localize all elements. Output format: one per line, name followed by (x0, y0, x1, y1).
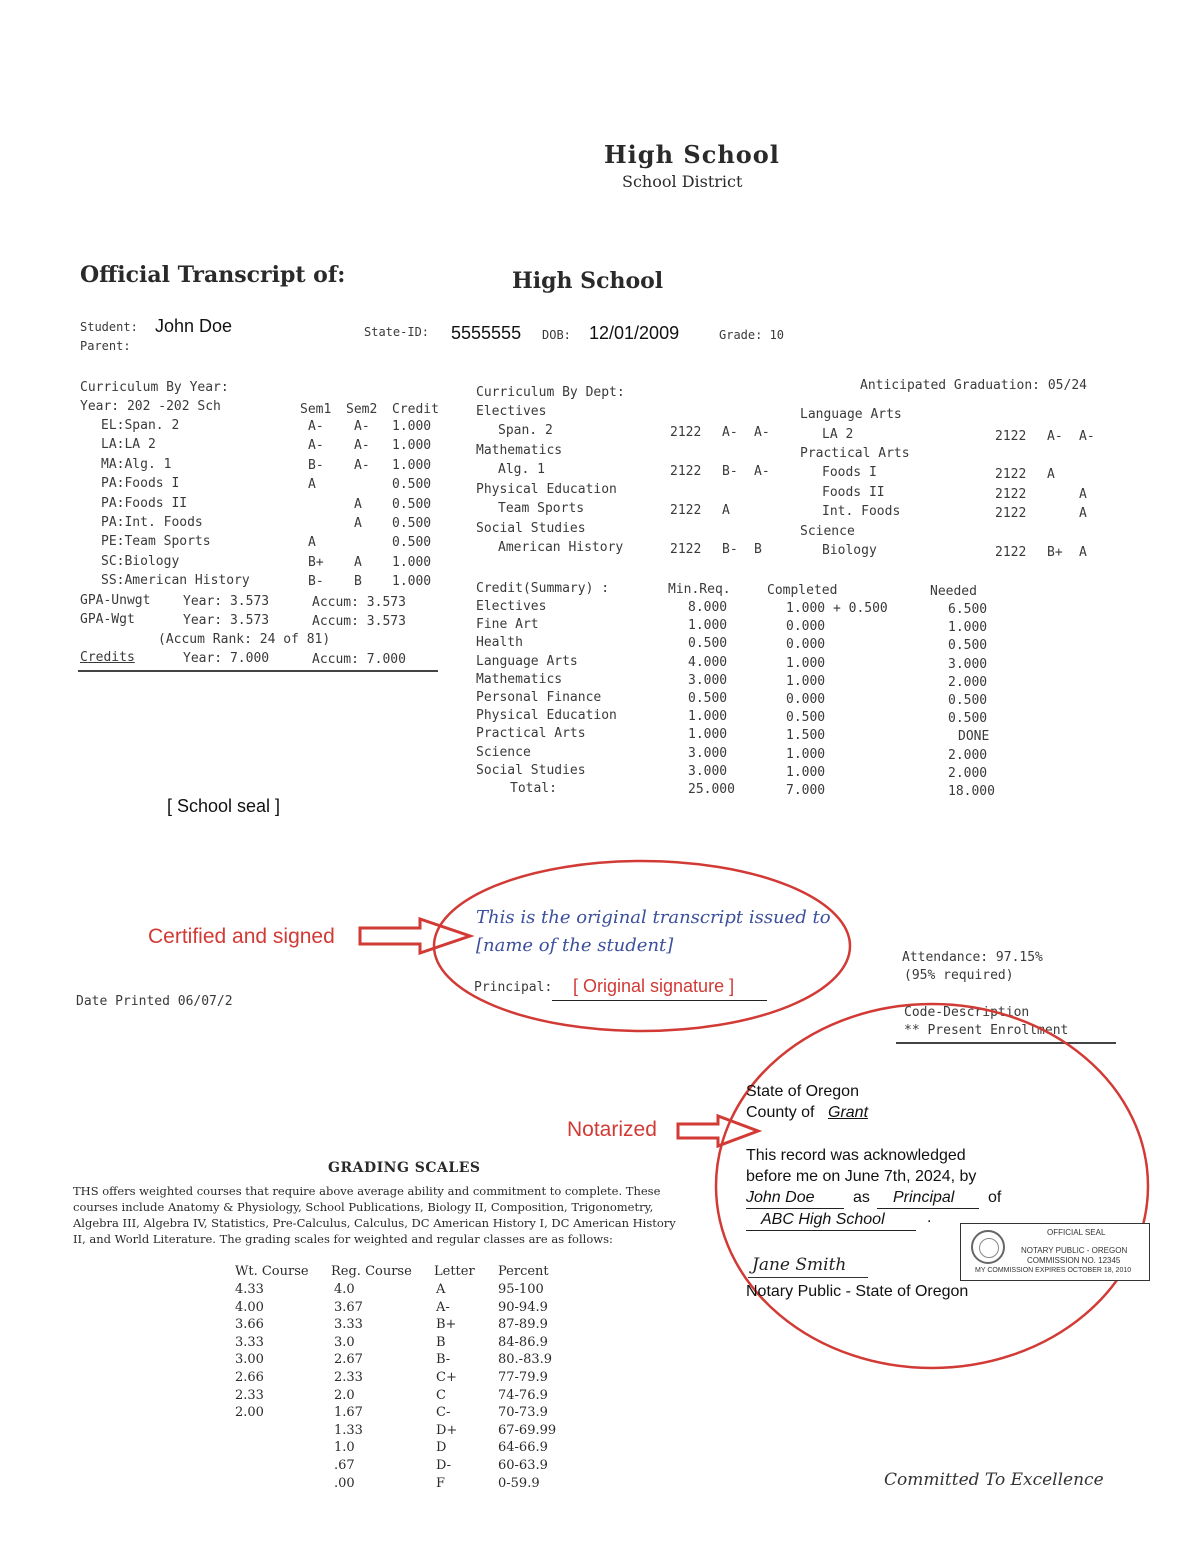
summary-needed: 2.000 (948, 765, 988, 781)
scale-percent: 87-89.9 (498, 1317, 548, 1333)
signer-name-line (746, 1208, 844, 1209)
scale-percent: 64-66.9 (498, 1440, 548, 1456)
summary-completed: 1.000 + 0.500 (786, 601, 888, 616)
grading-desc-line1: THS offers weighted courses that require above average ability and commitment to complete. These (73, 1184, 661, 1198)
practical-arts-course: Int. Foods (822, 504, 901, 519)
summary-completed: 1.000 (786, 764, 826, 780)
seal-heading: OFFICIAL SEAL (1047, 1228, 1106, 1237)
summary-area: Fine Art (476, 617, 539, 633)
present-enrollment: ** Present Enrollment (904, 1023, 1069, 1038)
transcript-school: High School (512, 268, 664, 294)
summary-completed: 0.000 (786, 637, 826, 653)
notary-signature-line (748, 1277, 868, 1278)
gpa-wgt-label: GPA-Wgt (80, 612, 135, 627)
dept-grade-2: A- (754, 464, 770, 479)
summary-area: Electives (476, 599, 547, 614)
summary-min-req: 8.000 (688, 600, 728, 615)
summary-completed: 0.000 (786, 619, 826, 635)
notary-period: . (927, 1209, 932, 1226)
scale-letter: B (436, 1334, 446, 1350)
sem2-grade: A- (354, 457, 370, 473)
notary-state: State of Oregon (746, 1083, 859, 1100)
summary-completed: 0.500 (786, 710, 826, 726)
department-name: Electives (476, 404, 547, 419)
scale-regular: .00 (334, 1475, 355, 1491)
summary-min-req: 0.500 (688, 691, 728, 706)
summary-total-label: Total: (510, 781, 557, 796)
dept-grade-1: A- (722, 425, 738, 440)
state-id-value: 5555555 (451, 323, 522, 343)
notary-ack-line1: This record was acknowledged (746, 1147, 966, 1164)
course-name: PA:Foods II (101, 495, 188, 511)
summary-completed: 7.000 (786, 783, 826, 798)
sem1-grade: A- (308, 419, 324, 434)
year-column-header: Year: 202 -202 Sch (80, 399, 221, 414)
scale-percent: 0-59.9 (498, 1475, 540, 1491)
scale-letter: D (436, 1440, 447, 1456)
scale-weighted: 4.00 (235, 1299, 264, 1315)
seal-emblem-icon (971, 1230, 1005, 1264)
code-description: Code-Description (904, 1005, 1030, 1020)
gpa-wgt-year: Year: 3.573 (183, 613, 270, 628)
scale-regular: .67 (334, 1458, 355, 1473)
scale-header-percent: Percent (498, 1264, 549, 1279)
anticipated-graduation: Anticipated Graduation: 05/24 (860, 378, 1087, 393)
summary-min-req: 1.000 (688, 618, 728, 634)
scale-regular: 2.33 (334, 1370, 363, 1385)
school-motto: Committed To Excellence (884, 1470, 1104, 1490)
summary-header-needed: Needed (930, 584, 977, 599)
scale-weighted: 3.33 (235, 1334, 264, 1350)
summary-header-area: Credit(Summary) : (476, 581, 610, 596)
summary-min-req: 1.000 (688, 727, 728, 743)
course-la2-grade2: A- (1079, 429, 1095, 444)
notarized-callout: Notarized (567, 1118, 657, 1141)
summary-needed: 0.500 (948, 711, 988, 727)
summary-completed: 1.000 (786, 655, 826, 671)
summary-area: Practical Arts (476, 726, 586, 742)
dept-language-arts: Language Arts (800, 407, 902, 422)
dept-grade-1: B- (722, 542, 738, 557)
course-name: SC:Biology (101, 553, 180, 569)
course-credit: 0.500 (392, 477, 432, 493)
scale-percent: 70-73.9 (498, 1405, 548, 1421)
summary-min-req: 3.000 (688, 672, 728, 688)
gpa-unwgt-accum: Accum: 3.573 (312, 595, 406, 610)
certification-statement-line2: [name of the student] (476, 935, 674, 956)
dept-course-year: 2122 (670, 464, 702, 479)
dob-label: DOB: (542, 328, 571, 342)
sem2-column-header: Sem2 (346, 402, 378, 417)
course-credit: 0.500 (392, 516, 432, 531)
sem1-grade: A- (308, 438, 324, 454)
gpa-unwgt-year: Year: 3.573 (183, 594, 270, 609)
scale-letter: F (436, 1475, 446, 1491)
course-credit: 0.500 (392, 535, 432, 551)
certification-statement-line1: This is the original transcript issued to (476, 907, 831, 928)
summary-area: Social Studies (476, 762, 586, 778)
summary-min-req: 1.000 (688, 709, 728, 725)
certified-callout: Certified and signed (148, 925, 335, 948)
practical-arts-year: 2122 (995, 506, 1027, 521)
summary-min-req: 3.000 (688, 763, 728, 779)
credits-year: Year: 7.000 (183, 651, 270, 666)
summary-area: Physical Education (476, 708, 617, 724)
department-name: Physical Education (476, 482, 617, 497)
dept-grade-1: B- (722, 464, 738, 479)
scale-percent: 60-63.9 (498, 1458, 548, 1473)
summary-needed: 2.000 (948, 747, 988, 763)
scale-letter: D+ (436, 1422, 458, 1438)
notary-signer-title: Principal (893, 1189, 955, 1206)
course-la2: LA 2 (822, 427, 854, 442)
dept-course-year: 2122 (670, 425, 702, 440)
dept-course-name: Team Sports (498, 501, 585, 516)
dept-course-name: American History (498, 540, 624, 555)
notary-signer-name: John Doe (746, 1189, 815, 1206)
scale-regular: 3.0 (334, 1334, 355, 1350)
course-name: PA:Foods I (101, 476, 180, 492)
district-name: School District (622, 172, 743, 191)
notary-school: ABC High School (761, 1211, 885, 1228)
scale-weighted: 2.00 (235, 1405, 264, 1421)
scale-weighted: 3.66 (235, 1317, 264, 1333)
scale-letter: C+ (436, 1370, 457, 1385)
dept-course-year: 2122 (670, 503, 702, 518)
summary-area: Health (476, 635, 523, 651)
summary-area: Personal Finance (476, 690, 602, 705)
curriculum-by-dept-heading: Curriculum By Dept: (476, 385, 625, 400)
dept-practical-arts: Practical Arts (800, 446, 910, 461)
grading-desc-line2: courses include Anatomy & Physiology, School Publications, Biology II, Composition, Trigonometry, (73, 1200, 654, 1214)
summary-completed: 0.000 (786, 692, 826, 707)
summary-min-req: 25.000 (688, 782, 735, 797)
notary-county: Grant (828, 1104, 869, 1121)
practical-arts-grade-1: A (1047, 467, 1055, 482)
dept-course-name: Span. 2 (498, 423, 553, 438)
practical-arts-course: Foods II (822, 484, 885, 500)
summary-needed: 2.000 (948, 674, 988, 690)
grading-desc-line3: Algebra III, Algebra IV, Statistics, Pre-Calculus, Calculus, DC American History I, DC American History (73, 1216, 676, 1230)
scale-header-wt: Wt. Course (235, 1264, 309, 1279)
summary-completed: 1.000 (786, 673, 826, 689)
sem1-grade: B+ (308, 554, 324, 570)
scale-percent: 74-76.9 (498, 1387, 548, 1403)
scale-percent: 90-94.9 (498, 1299, 548, 1315)
practical-arts-course: Foods I (822, 465, 877, 480)
summary-needed: 0.500 (948, 638, 988, 654)
summary-needed: 0.500 (948, 693, 988, 708)
course-name: LA:LA 2 (101, 437, 156, 453)
scale-regular: 2.0 (334, 1387, 355, 1403)
course-name: PE:Team Sports (101, 534, 211, 550)
summary-min-req: 0.500 (688, 636, 728, 652)
grading-desc-line4: II, and World Literature. The grading scales for weighted and regular classes are as follows: (73, 1232, 613, 1246)
attendance: Attendance: 97.15% (902, 950, 1043, 965)
scale-percent: 77-79.9 (498, 1370, 548, 1385)
seal-line2: COMMISSION NO. 12345 (1027, 1256, 1121, 1265)
summary-area: Science (476, 744, 531, 760)
summary-needed: DONE (958, 729, 990, 745)
attendance-required: (95% required) (904, 968, 1014, 983)
dept-course-name: Alg. 1 (498, 462, 545, 477)
scale-regular: 3.33 (334, 1317, 363, 1333)
dept-grade-2: A- (754, 425, 770, 440)
scale-header-reg: Reg. Course (331, 1264, 412, 1279)
practical-arts-grade-2: A (1079, 506, 1087, 521)
notary-public-title: Notary Public - State of Oregon (746, 1283, 969, 1300)
summary-completed: 1.000 (786, 746, 826, 762)
course-biology: Biology (822, 543, 877, 558)
course-credit: 1.000 (392, 554, 432, 570)
practical-arts-year: 2122 (995, 486, 1027, 502)
summary-header-min: Min.Req. (668, 582, 731, 597)
course-biology-year: 2122 (995, 545, 1027, 560)
scale-weighted: 3.00 (235, 1352, 264, 1368)
summary-completed: 1.500 (786, 728, 826, 744)
dept-grade-1: A (722, 503, 730, 518)
scale-weighted: 2.66 (235, 1370, 264, 1385)
course-name: PA:Int. Foods (101, 515, 203, 530)
accum-rank: (Accum Rank: 24 of 81) (158, 632, 331, 647)
summary-needed: 6.500 (948, 602, 988, 617)
dept-science: Science (800, 524, 855, 539)
gpa-wgt-accum: Accum: 3.573 (312, 614, 406, 629)
scale-percent: 67-69.99 (498, 1422, 557, 1438)
scale-letter: B+ (436, 1317, 457, 1333)
notary-of: of (988, 1189, 1002, 1206)
course-name: SS:American History (101, 573, 250, 589)
scale-letter: C (436, 1387, 446, 1403)
course-name: MA:Alg. 1 (101, 456, 172, 472)
notary-school-line (746, 1230, 916, 1231)
curriculum-by-year-heading: Curriculum By Year: (80, 380, 229, 395)
course-biology-grade1: B+ (1047, 545, 1063, 560)
course-credit: 1.000 (392, 574, 432, 590)
scale-regular: 1.0 (334, 1440, 355, 1456)
notary-as: as (853, 1189, 870, 1206)
notary-seal (960, 1223, 1150, 1281)
state-id-label: State-ID: (364, 325, 430, 339)
credits-accum: Accum: 7.000 (312, 652, 406, 667)
sem2-grade: A (354, 496, 362, 512)
practical-arts-year: 2122 (995, 467, 1027, 482)
sem1-column-header: Sem1 (300, 402, 332, 417)
sem1-grade: A (308, 477, 316, 493)
scale-regular: 1.67 (334, 1405, 363, 1421)
scale-regular: 4.0 (334, 1282, 355, 1297)
seal-line1: NOTARY PUBLIC - OREGON (1021, 1246, 1128, 1255)
school-seal-placeholder: [ School seal ] (167, 796, 281, 816)
student-label: Student: (80, 320, 138, 334)
summary-needed: 3.000 (948, 656, 988, 672)
scale-weighted: 4.33 (235, 1282, 264, 1297)
dob-value: 12/01/2009 (589, 323, 680, 343)
student-name: John Doe (155, 316, 233, 336)
summary-min-req: 4.000 (688, 654, 728, 670)
credits-label: Credits (80, 650, 135, 665)
dept-grade-2: B (754, 542, 762, 557)
grade-label: Grade: 10 (719, 328, 785, 342)
credits-underline (78, 670, 438, 672)
notary-signature: Jane Smith (752, 1255, 847, 1275)
principal-label: Principal: (474, 980, 553, 995)
sem2-grade: A (354, 516, 362, 531)
scale-letter: A (436, 1282, 446, 1297)
sem1-grade: B- (308, 457, 324, 473)
sem1-grade: B- (308, 574, 324, 590)
course-credit: 1.000 (392, 438, 432, 454)
parent-label: Parent: (80, 339, 131, 353)
summary-min-req: 3.000 (688, 745, 728, 761)
credit-column-header: Credit (392, 402, 439, 417)
school-name: High School (604, 140, 780, 169)
summary-needed: 18.000 (948, 784, 995, 799)
course-biology-grade2: A (1079, 545, 1087, 560)
course-la2-year: 2122 (995, 429, 1027, 444)
seal-line3: MY COMMISSION EXPIRES OCTOBER 18, 2010 (975, 1267, 1132, 1274)
scale-letter: C- (436, 1405, 451, 1421)
scale-percent: 84-86.9 (498, 1334, 548, 1350)
dept-course-year: 2122 (670, 542, 702, 557)
summary-needed: 1.000 (948, 620, 988, 636)
sem2-grade: A- (354, 438, 370, 454)
scale-regular: 1.33 (334, 1422, 363, 1438)
scale-weighted: 2.33 (235, 1387, 264, 1403)
scale-letter: D- (436, 1458, 452, 1473)
scale-regular: 2.67 (334, 1352, 363, 1368)
grading-scales-heading: GRADING SCALES (328, 1160, 481, 1176)
sem1-grade: A (308, 535, 316, 551)
notary-ack-line2: before me on June 7th, 2024, by (746, 1168, 977, 1185)
gpa-unwgt-label: GPA-Unwgt (80, 593, 151, 608)
department-name: Social Studies (476, 521, 586, 536)
course-credit: 0.500 (392, 496, 432, 512)
scale-letter: A- (436, 1299, 450, 1315)
principal-signature: [ Original signature ] (573, 976, 735, 996)
summary-area: Language Arts (476, 653, 578, 669)
course-la2-grade1: A- (1047, 429, 1063, 444)
date-printed: Date Printed 06/07/2 (76, 994, 233, 1009)
transcript-title: Official Transcript of: (80, 262, 346, 288)
sem2-grade: A- (354, 419, 370, 434)
summary-header-completed: Completed (767, 583, 838, 598)
course-credit: 1.000 (392, 419, 432, 434)
scale-letter: B- (436, 1352, 451, 1368)
sem2-grade: A (354, 554, 362, 570)
course-credit: 1.000 (392, 457, 432, 473)
notary-county-label: County of (746, 1104, 815, 1121)
practical-arts-grade-2: A (1079, 486, 1087, 502)
scale-percent: 80.-83.9 (498, 1352, 553, 1368)
department-name: Mathematics (476, 443, 563, 458)
summary-area: Mathematics (476, 671, 563, 687)
sem2-grade: B (354, 574, 362, 590)
course-name: EL:Span. 2 (101, 418, 180, 433)
scale-percent: 95-100 (498, 1282, 544, 1297)
scale-header-letter: Letter (434, 1264, 475, 1279)
scale-regular: 3.67 (334, 1299, 363, 1315)
